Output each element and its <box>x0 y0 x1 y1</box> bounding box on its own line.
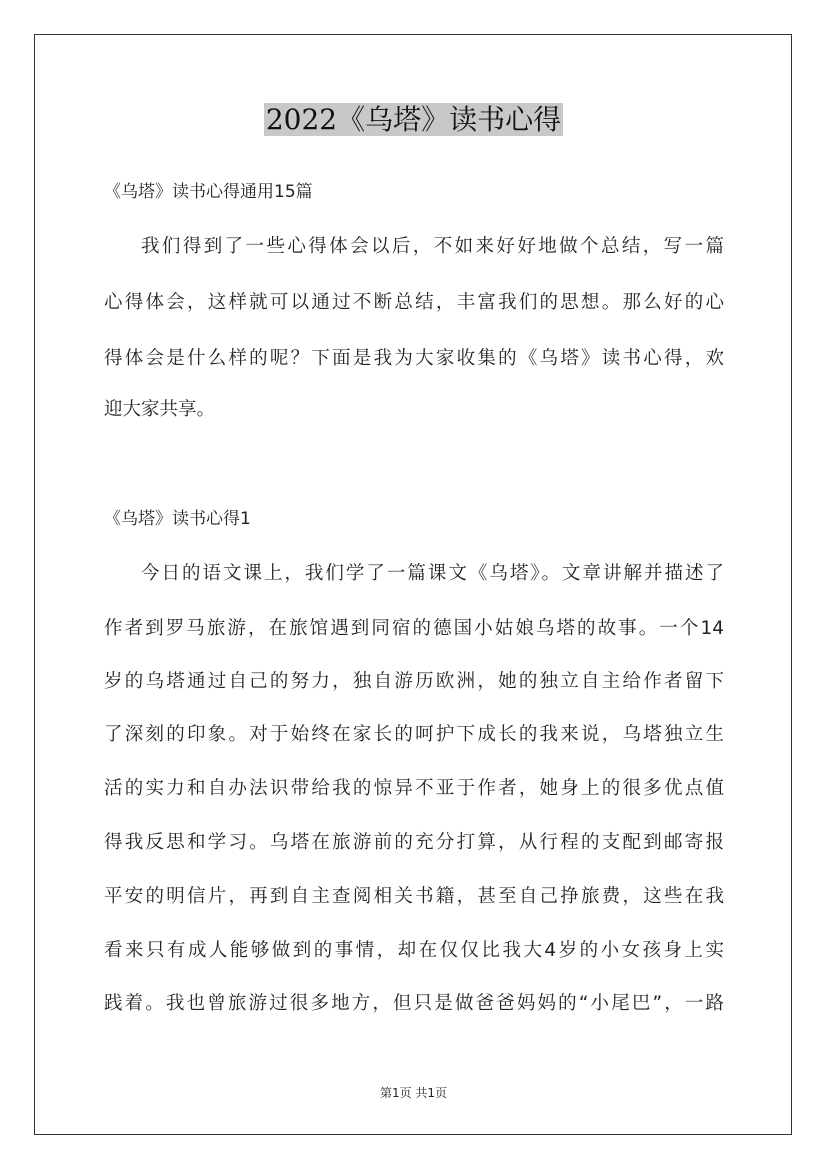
body-line-9: 践着。我也曾旅游过很多地方，但只是做爸爸妈妈的“小尾巴”，一路 <box>104 993 724 1014</box>
document-subtitle: 《乌塔》读书心得通用15篇 <box>104 182 313 202</box>
document-title: 2022《乌塔》读书心得 <box>265 103 562 136</box>
intro-line-2: 心得体会，这样就可以通过不断总结，丰富我们的思想。那么好的心 <box>104 292 724 313</box>
document-title-wrap <box>0 100 827 140</box>
intro-line-1: 我们得到了一些心得体会以后，不如来好好地做个总结，写一篇 <box>141 236 724 257</box>
body-line-8: 看来只有成人能够做到的事情，却在仅仅比我大4岁的小女孩身上实 <box>104 940 724 961</box>
body-line-6: 得我反思和学习。乌塔在旅游前的充分打算，从行程的支配到邮寄报 <box>104 832 724 853</box>
body-line-3: 岁的乌塔通过自己的努力，独自游历欧洲，她的独立自主给作者留下 <box>104 671 724 692</box>
body-line-4: 了深刻的印象。对于始终在家长的呵护下成长的我来说，乌塔独立生 <box>104 724 724 745</box>
intro-line-3: 得体会是什么样的呢？下面是我为大家收集的《乌塔》读书心得，欢 <box>104 348 724 369</box>
body-line-2: 作者到罗马旅游，在旅馆遇到同宿的德国小姑娘乌塔的故事。一个14 <box>104 618 724 639</box>
body-line-5: 活的实力和自办法识带给我的惊异不亚于作者，她身上的很多优点值 <box>104 778 724 799</box>
intro-line-4: 迎大家共享。 <box>104 399 216 420</box>
body-line-7: 平安的明信片，再到自主查阅相关书籍，甚至自己挣旅费，这些在我 <box>104 886 724 907</box>
body-line-1: 今日的语文课上，我们学了一篇课文《乌塔》。文章讲解并描述了 <box>141 563 724 584</box>
page-footer: 第1页 共1页 <box>379 1086 448 1100</box>
section-heading: 《乌塔》读书心得1 <box>104 509 251 529</box>
